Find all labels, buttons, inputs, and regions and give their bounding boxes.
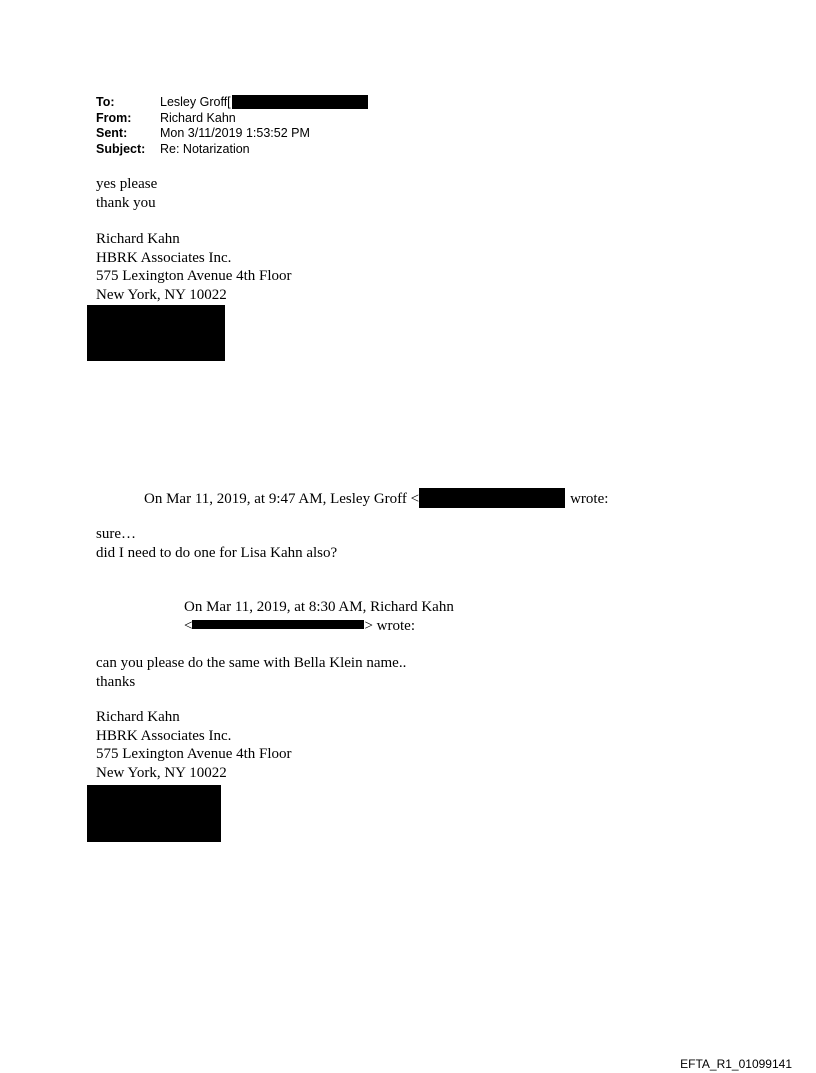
redaction-block (87, 305, 225, 361)
signature-block (96, 708, 292, 782)
reply-line: thank you (96, 194, 156, 211)
sent-value: Mon 3/11/2019 1:53:52 PM (160, 126, 310, 140)
subject-label: Subject: (96, 141, 146, 156)
quote-line: did I need to do one for Lisa Kahn also? (96, 544, 338, 561)
quote-attribution (184, 598, 454, 635)
signature-company: HBRK Associates Inc. (96, 249, 232, 266)
document-id: EFTA_R1_01099141 (680, 1057, 792, 1071)
attribution-email-line (184, 617, 454, 636)
signature-address: 575 Lexington Avenue 4th Floor (96, 746, 292, 762)
attribution-suffix: > wrote: (364, 617, 415, 634)
signature-company: HBRK Associates Inc. (96, 727, 232, 744)
signature-block (96, 230, 292, 304)
signature-name: Richard Kahn (96, 231, 180, 247)
quote-line: sure… (96, 526, 136, 542)
reply-body (96, 175, 157, 212)
quote-line: can you please do the same with Bella Klein name.. (96, 655, 407, 671)
signature-city: New York, NY 10022 (96, 764, 227, 781)
to-row (96, 95, 368, 111)
to-label: To: (96, 95, 115, 109)
quote-line: thanks (96, 673, 136, 690)
to-value (160, 95, 368, 111)
quote-attribution (144, 488, 608, 509)
attribution-text: On Mar 11, 2019, at 8:30 AM, Richard Kahn (184, 599, 454, 615)
sent-row (96, 126, 368, 142)
attribution-text: On Mar 11, 2019, at 9:47 AM, Lesley Groff < (144, 491, 420, 507)
quote-body (96, 525, 337, 562)
subject-value: Re: Notarization (160, 141, 250, 156)
sent-label: Sent: (96, 126, 128, 140)
to-name: Lesley Groff[ (160, 95, 231, 109)
redaction-bar (232, 95, 368, 109)
attribution-lt: < (184, 617, 193, 634)
from-value: Richard Kahn (160, 110, 236, 125)
quote-body (96, 654, 406, 691)
signature-name: Richard Kahn (96, 709, 180, 725)
redaction-block (87, 785, 221, 842)
redaction-bar (192, 620, 364, 629)
signature-city: New York, NY 10022 (96, 286, 227, 303)
attribution-suffix: wrote: (570, 491, 609, 507)
from-row (96, 111, 368, 127)
signature-address: 575 Lexington Avenue 4th Floor (96, 268, 292, 284)
redaction-bar (419, 488, 565, 508)
email-header (96, 95, 368, 157)
from-label: From: (96, 110, 132, 125)
reply-line: yes please (96, 176, 158, 192)
subject-row (96, 142, 368, 158)
